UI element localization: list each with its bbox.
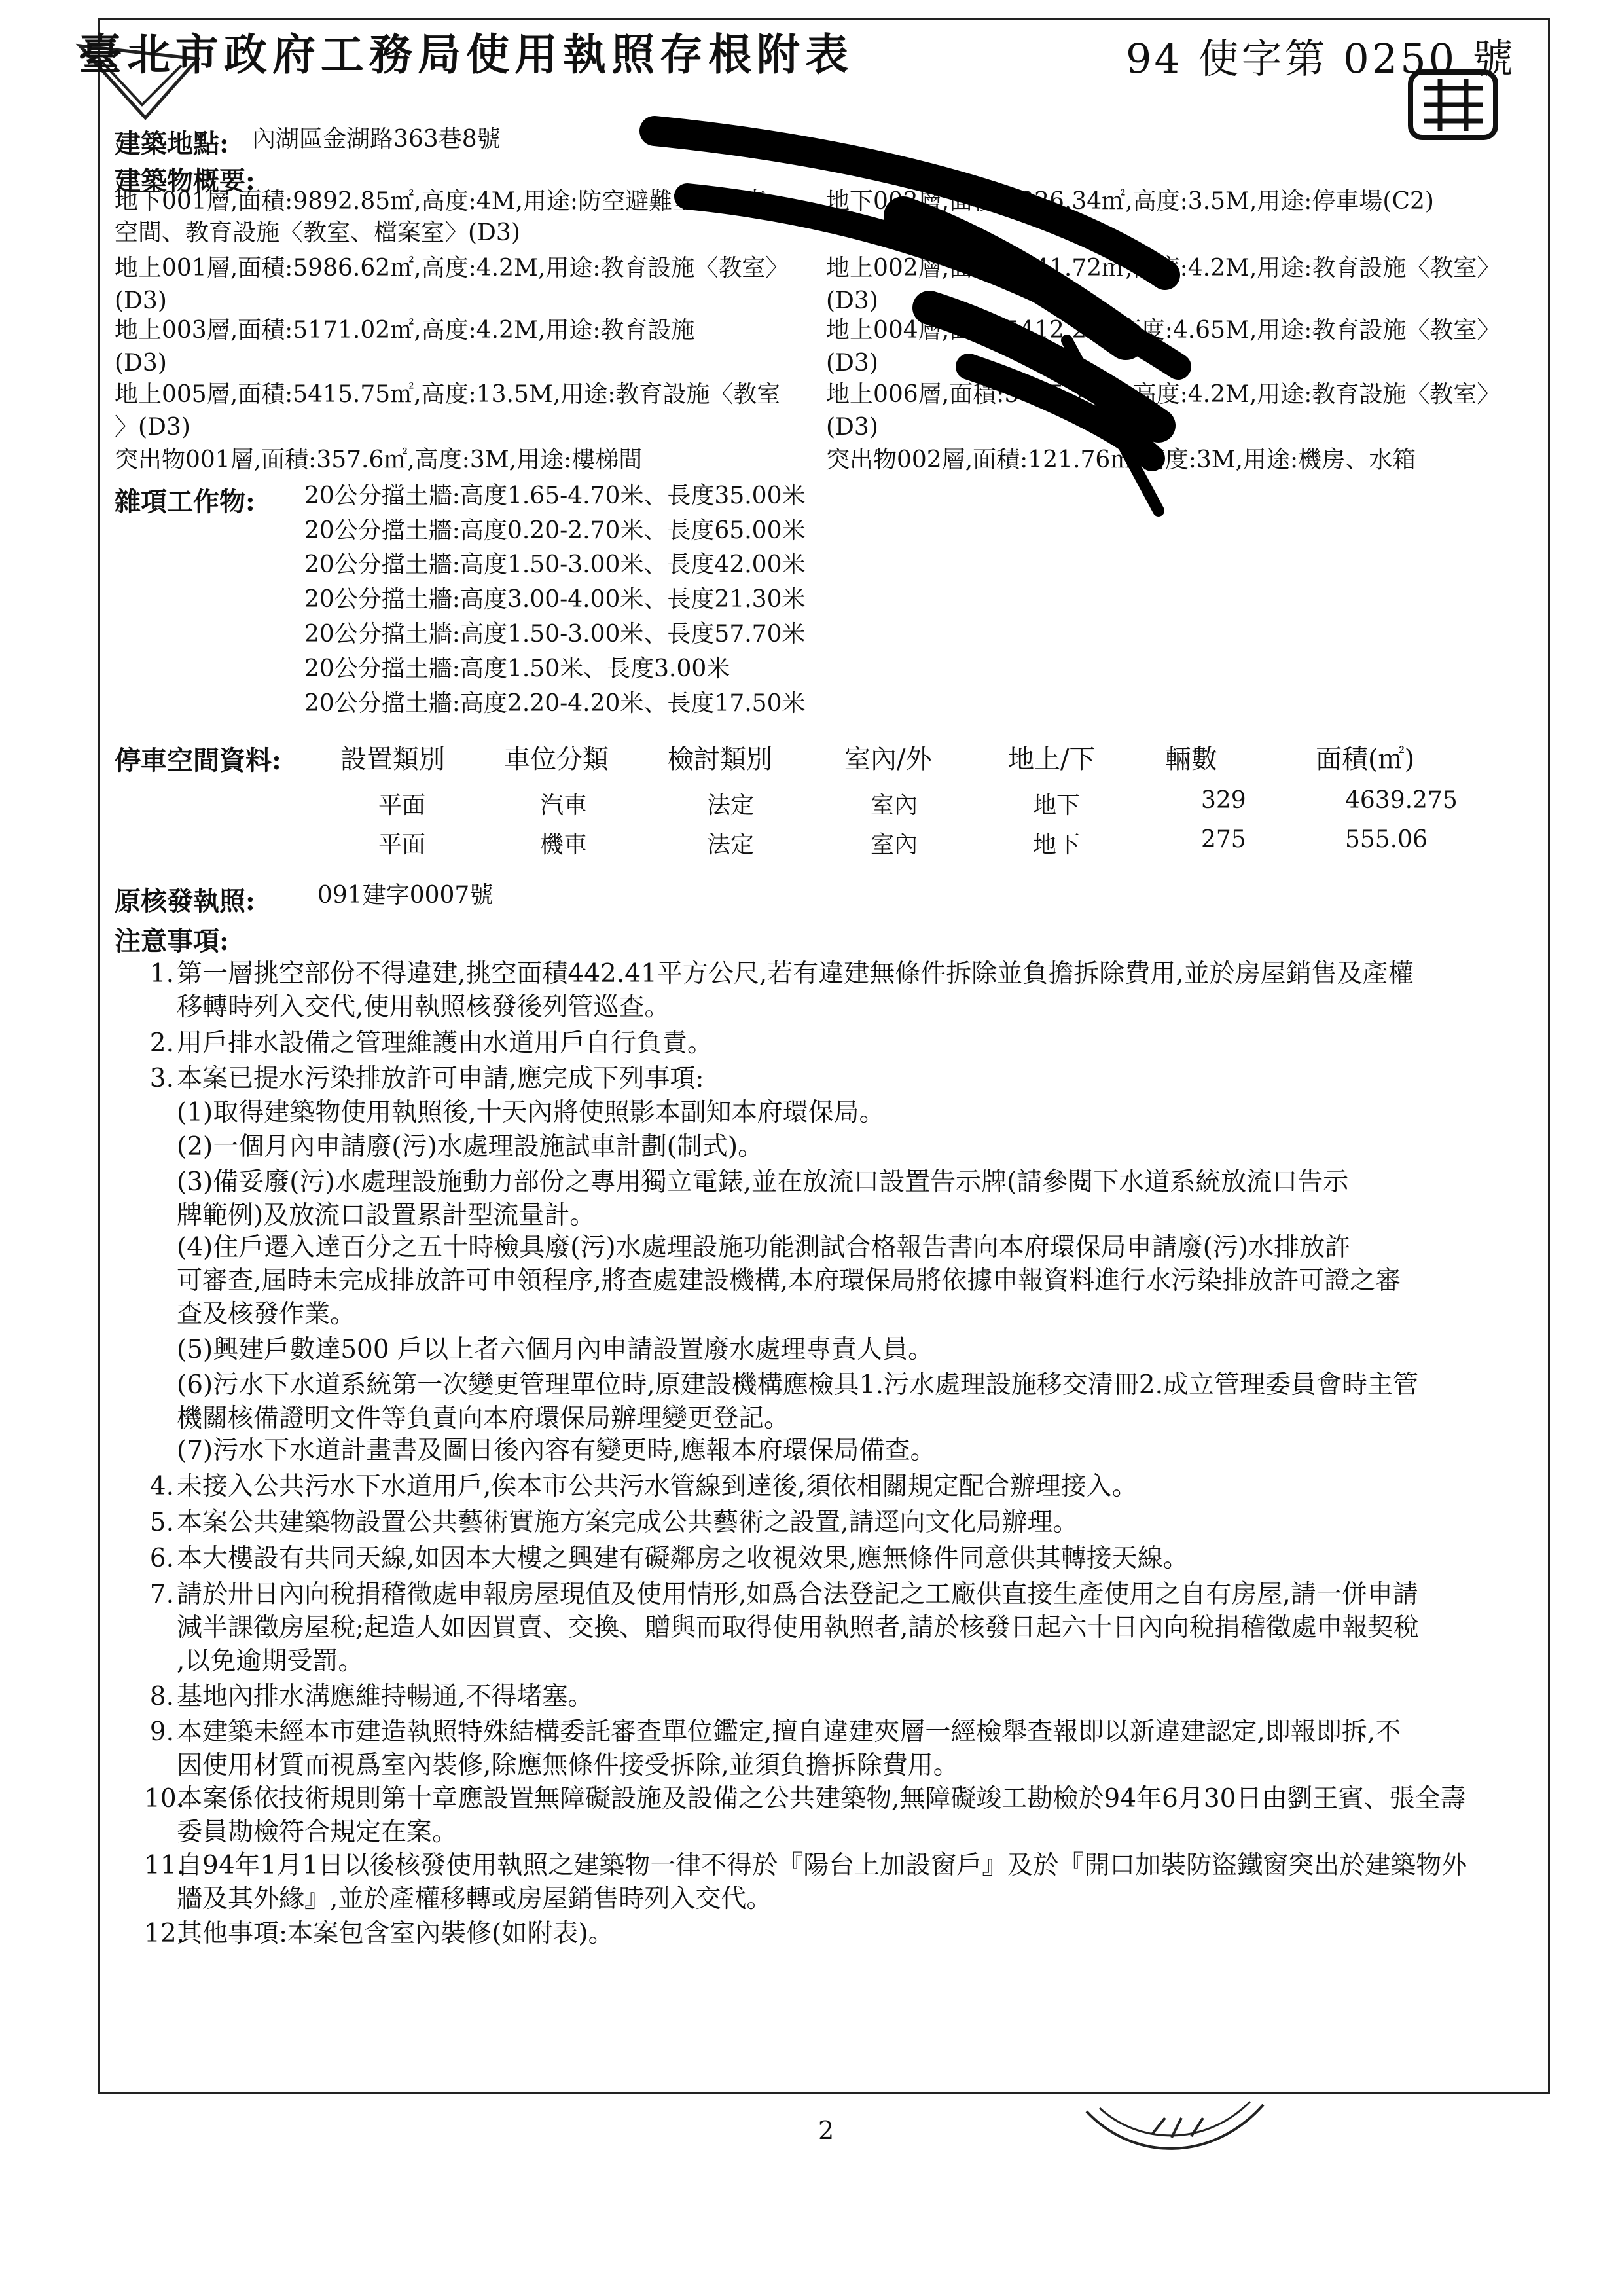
overview-left-line: 地下001層,面積:9892.85㎡,高度:4M,用途:防空避難室兼停車 xyxy=(115,188,767,215)
footer-stamp-mark xyxy=(1080,2098,1270,2170)
overview-left-line: 突出物001層,面積:357.6㎡,高度:3M,用途:樓梯間 xyxy=(115,446,643,473)
page-number: 2 xyxy=(818,2116,835,2145)
note-number: 10. xyxy=(144,1784,185,1813)
overview-right-line: (D3) xyxy=(826,287,878,314)
parking-cell: 平面 xyxy=(378,831,426,858)
parking-cell: 555.06 xyxy=(1345,826,1428,853)
overview-right-line: 地上002層,面積:5341.72㎡,高度:4.2M,用途:教育設施〈教室〉 xyxy=(826,255,1501,282)
parking-cell: 329 xyxy=(1201,787,1246,814)
parking-cell: 法定 xyxy=(707,831,755,858)
notes-label: 注意事項: xyxy=(115,926,229,957)
parking-header: 室內/外 xyxy=(844,744,932,774)
overview-left-line: 地上001層,面積:5986.62㎡,高度:4.2M,用途:教育設施〈教室〉 xyxy=(115,255,789,282)
note-sub-line: (4)住戶遷入達百分之五十時檢具廢(污)水處理設施功能測試合格報告書向本府環保局申請廢(污)水排放許 xyxy=(177,1233,1351,1262)
parking-cell: 汽車 xyxy=(540,792,588,819)
parking-cell: 地下 xyxy=(1033,792,1081,819)
parking-header: 輛數 xyxy=(1165,744,1217,774)
note-sub-line: (7)污水下水道計畫書及圖日後內容有變更時,應報本府環保局備查。 xyxy=(177,1436,936,1465)
note-line: 移轉時列入交代,使用執照核發後列管巡查。 xyxy=(177,993,670,1022)
note-line: 本大樓設有共同天線,如因本大樓之興建有礙鄰房之收視效果,應無條件同意供其轉接天線。 xyxy=(177,1544,1189,1573)
retaining-wall-item: 20公分擋土牆:高度2.20-4.20米、長度17.50米 xyxy=(304,690,806,717)
document-title: 臺北市政府工務局使用執照存根附表 xyxy=(79,29,854,80)
retaining-wall-item: 20公分擋土牆:高度1.65-4.70米、長度35.00米 xyxy=(304,483,806,509)
overview-label: 建築物概要: xyxy=(115,166,255,196)
retaining-wall-item: 20公分擋土牆:高度1.50米、長度3.00米 xyxy=(304,655,730,682)
note-number: 4. xyxy=(149,1472,174,1501)
note-line: 減半課徵房屋稅;起造人如因買賣、交換、贈與而取得使用執照者,請於核發日起六十日內向稅捐稽徵處申報契稅 xyxy=(177,1613,1419,1643)
note-sub-line: 查及核發作業。 xyxy=(177,1300,356,1329)
parking-header: 設置類別 xyxy=(340,744,445,774)
overview-left-line: 地上005層,面積:5415.75㎡,高度:13.5M,用途:教育設施〈教室 xyxy=(115,381,781,408)
note-line: 未接入公共污水下水道用戶,俟本市公共污水管線到達後,須依相關規定配合辦理接入。 xyxy=(177,1472,1138,1501)
official-seal-stamp xyxy=(1401,65,1505,144)
note-sub-line: (1)取得建築物使用執照後,十天內將使照影本副知本府環保局。 xyxy=(177,1098,885,1127)
note-sub-line: (2)一個月內申請廢(污)水處理設施試車計劃(制式)。 xyxy=(177,1132,764,1161)
retaining-wall-item: 20公分擋土牆:高度1.50-3.00米、長度42.00米 xyxy=(304,551,806,578)
retaining-wall-item: 20公分擋土牆:高度1.50-3.00米、長度57.70米 xyxy=(304,621,806,647)
note-number: 7. xyxy=(149,1580,174,1609)
note-sub-line: 機關核備證明文件等負責向本府環保局辦理變更登記。 xyxy=(177,1404,790,1433)
site-address: 內湖區金湖路363巷8號 xyxy=(252,126,501,153)
note-sub-line: (6)污水下水道系統第一次變更管理單位時,原建設機構應檢具1.污水處理設施移交清冊2.成立管理委員會時主管 xyxy=(177,1370,1419,1400)
note-line: 因使用材質而視爲室內裝修,除應無條件接受拆除,並須負擔拆除費用。 xyxy=(177,1751,959,1780)
overview-left-line: (D3) xyxy=(115,350,167,376)
parking-cell: 平面 xyxy=(378,792,426,819)
overview-left-line: 空間、教育設施〈教室、檔案室〉(D3) xyxy=(115,219,520,246)
note-sub-line: 可審查,屆時未完成排放許可申領程序,將查處建設機構,本府環保局將依據申報資料進行水污染排放許可證之審 xyxy=(177,1266,1401,1296)
note-line: 本案係依技術規則第十章應設置無障礙設施及設備之公共建築物,無障礙竣工勘檢於94年6月30日由劉王賓、張全壽 xyxy=(177,1784,1466,1813)
note-number: 5. xyxy=(149,1508,174,1537)
parking-label: 停車空間資料: xyxy=(115,745,281,776)
overview-left-line: 〉(D3) xyxy=(115,414,190,441)
parking-header: 檢討類別 xyxy=(668,744,772,774)
overview-left-line: 地上003層,面積:5171.02㎡,高度:4.2M,用途:教育設施 xyxy=(115,317,695,344)
retaining-wall-item: 20公分擋土牆:高度3.00-4.00米、長度21.30米 xyxy=(304,586,806,613)
note-line: 本案已提水污染排放許可申請,應完成下列事項: xyxy=(177,1064,704,1093)
parking-header: 地上/下 xyxy=(1008,744,1096,774)
note-number: 3. xyxy=(149,1064,174,1093)
note-number: 8. xyxy=(149,1682,174,1711)
permit-number: 94 使字第 0250 號 xyxy=(1126,35,1516,82)
parking-cell: 室內 xyxy=(871,831,918,858)
note-line: 基地內排水溝應維持暢通,不得堵塞。 xyxy=(177,1682,594,1711)
note-sub-line: (5)興建戶數達500 戶以上者六個月內申請設置廢水處理專責人員。 xyxy=(177,1335,934,1364)
overview-right-line: 地下002層,面積:7026.34㎡,高度:3.5M,用途:停車場(C2) xyxy=(826,188,1434,215)
overview-right-line: 地上004層,面積:5412.2㎡,高度:4.65M,用途:教育設施〈教室〉 xyxy=(826,317,1501,344)
note-line: 第一層挑空部份不得違建,挑空面積442.41平方公尺,若有違建無條件拆除並負擔拆除費用,並於房屋銷售及產權 xyxy=(177,959,1414,989)
note-line: 牆及其外緣』,並於產權移轉或房屋銷售時列入交代。 xyxy=(177,1884,772,1914)
overview-right-line: 地上006層,面積:5415.75㎡,高度:4.2M,用途:教育設施〈教室〉 xyxy=(826,381,1501,408)
note-line: 本案公共建築物設置公共藝術實施方案完成公共藝術之設置,請逕向文化局辦理。 xyxy=(177,1508,1079,1537)
note-line: 用戶排水設備之管理維護由水道用戶自行負責。 xyxy=(177,1029,713,1058)
note-number: 1. xyxy=(149,959,174,989)
parking-cell: 地下 xyxy=(1033,831,1081,858)
note-line: 自94年1月1日以後核發使用執照之建築物一律不得於『陽台上加設窗戶』及於『開口加裝防盜鐵窗突出於建築物外 xyxy=(177,1851,1467,1880)
overview-right-line: 突出物002層,面積:121.76㎡,高度:3M,用途:機房、水箱 xyxy=(826,446,1416,473)
overview-right-line: (D3) xyxy=(826,350,878,376)
note-line: ,以免逾期受罰。 xyxy=(177,1647,364,1676)
note-line: 其他事項:本案包含室內裝修(如附表)。 xyxy=(177,1919,614,1948)
retaining-wall-item: 20公分擋土牆:高度0.20-2.70米、長度65.00米 xyxy=(304,517,806,544)
parking-cell: 4639.275 xyxy=(1345,787,1458,814)
parking-cell: 275 xyxy=(1201,826,1246,853)
site-label: 建築地點: xyxy=(115,128,229,159)
overview-left-line: (D3) xyxy=(115,287,167,314)
note-line: 本建築未經本市建造執照特殊結構委託審查單位鑑定,擅自違建夾層一經檢舉查報即以新違建認定,即報即拆,不 xyxy=(177,1717,1401,1747)
parking-header: 車位分類 xyxy=(504,744,609,774)
note-number: 9. xyxy=(149,1717,174,1747)
original-permit-number: 091建字0007號 xyxy=(317,882,494,909)
parking-cell: 機車 xyxy=(540,831,588,858)
parking-cell: 法定 xyxy=(707,792,755,819)
note-line: 委員勘檢符合規定在案。 xyxy=(177,1817,458,1847)
note-sub-line: 牌範例)及放流口設置累計型流量計。 xyxy=(177,1201,596,1230)
parking-header: 面積(㎡) xyxy=(1316,744,1415,774)
note-sub-line: (3)備妥廢(污)水處理設施動力部份之專用獨立電錶,並在放流口設置告示牌(請參閱下水道系統放流口告示 xyxy=(177,1167,1349,1197)
note-number: 12. xyxy=(144,1919,185,1948)
original-permit-label: 原核發執照: xyxy=(115,886,255,917)
note-number: 11. xyxy=(144,1851,185,1880)
misc-works-label: 雜項工作物: xyxy=(115,486,255,517)
note-line: 請於卅日內向稅捐稽徵處申報房屋現值及使用情形,如爲合法登記之工廠供直接生產使用之自有房屋,請一併申請 xyxy=(177,1580,1418,1609)
note-number: 6. xyxy=(149,1544,174,1573)
parking-cell: 室內 xyxy=(871,792,918,819)
overview-right-line: (D3) xyxy=(826,414,878,441)
note-number: 2. xyxy=(149,1029,174,1058)
